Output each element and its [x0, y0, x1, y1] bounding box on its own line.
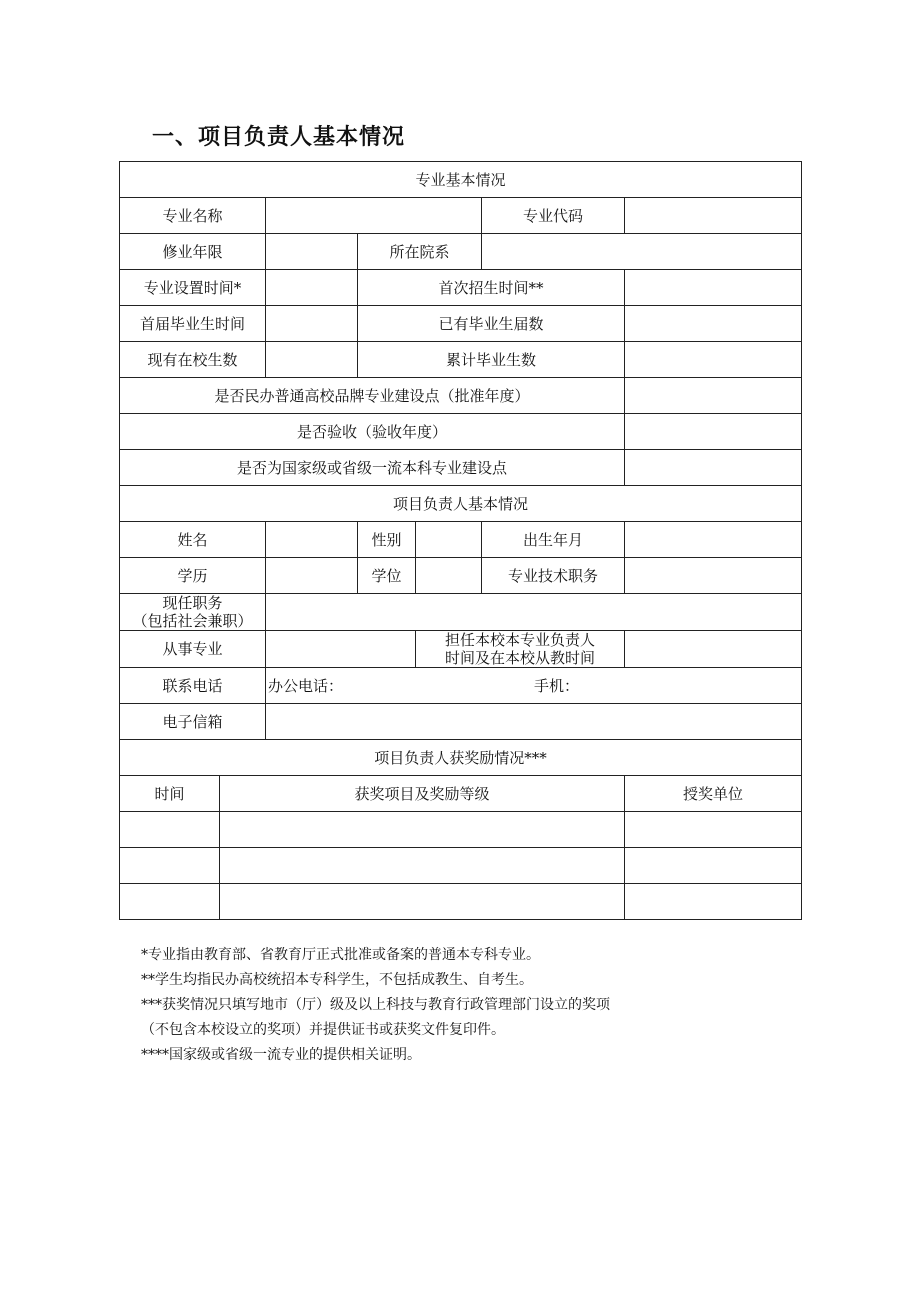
- footnote: ***获奖情况只填写地市（厅）级及以上科技与教育行政管理部门设立的奖项: [141, 997, 610, 1013]
- label-degree: 学位: [358, 558, 416, 594]
- field-major-code[interactable]: [625, 198, 802, 234]
- field-field[interactable]: [266, 631, 416, 668]
- label-title-rank: 专业技术职务: [482, 558, 625, 594]
- label-mobile: 手机：: [534, 676, 580, 695]
- section-leader-info: 项目负责人基本情况: [120, 486, 802, 522]
- label-phone: 联系电话: [120, 668, 266, 704]
- field-gender[interactable]: [416, 522, 482, 558]
- label-setup-time: 专业设置时间*: [120, 270, 266, 306]
- field-degree[interactable]: [416, 558, 482, 594]
- award-item-cell[interactable]: [220, 884, 625, 920]
- award-row: [120, 884, 802, 920]
- label-education: 学历: [120, 558, 266, 594]
- label-name: 姓名: [120, 522, 266, 558]
- label-major-name: 专业名称: [120, 198, 266, 234]
- col-award-org: 授奖单位: [625, 776, 802, 812]
- label-major-code: 专业代码: [482, 198, 625, 234]
- label-birth: 出生年月: [482, 522, 625, 558]
- award-item-cell[interactable]: [220, 812, 625, 848]
- field-phone[interactable]: [266, 668, 802, 704]
- field-first-enroll[interactable]: [625, 270, 802, 306]
- award-item-cell[interactable]: [220, 848, 625, 884]
- label-current-students: 现有在校生数: [120, 342, 266, 378]
- field-current-students[interactable]: [266, 342, 358, 378]
- field-tenure[interactable]: [625, 631, 802, 668]
- label-position-line-1: 现任职务: [162, 594, 223, 612]
- footnote: **学生均指民办高校统招本专科学生，不包括成教生、自考生。: [141, 972, 533, 988]
- application-form: [119, 161, 802, 920]
- label-first-enroll: 首次招生时间**: [358, 270, 625, 306]
- award-time-cell[interactable]: [120, 848, 220, 884]
- field-department[interactable]: [482, 234, 802, 270]
- label-accepted: 是否验收（验收年度）: [120, 414, 625, 450]
- award-org-cell[interactable]: [625, 848, 802, 884]
- field-name[interactable]: [266, 522, 358, 558]
- section-major-info: 专业基本情况: [120, 162, 802, 198]
- label-department: 所在院系: [358, 234, 482, 270]
- award-org-cell[interactable]: [625, 884, 802, 920]
- field-title-rank[interactable]: [625, 558, 802, 594]
- label-tenure-line-1: 担任本校本专业负责人: [444, 631, 595, 649]
- field-position[interactable]: [266, 594, 802, 631]
- footnote: （不包含本校设立的奖项）并提供证书或获奖文件复印件。: [141, 1022, 505, 1038]
- field-grad-batches[interactable]: [625, 306, 802, 342]
- field-major-name[interactable]: [266, 198, 482, 234]
- award-org-cell[interactable]: [625, 812, 802, 848]
- label-first-grad: 首届毕业生时间: [120, 306, 266, 342]
- label-position: [120, 594, 266, 631]
- label-tenure-line-2: 时间及在本校从教时间: [444, 649, 595, 667]
- footnote: ****国家级或省级一流专业的提供相关证明。: [141, 1047, 421, 1063]
- field-birth[interactable]: [625, 522, 802, 558]
- label-office-phone: 办公电话：: [268, 676, 344, 695]
- label-total-grads: 累计毕业生数: [358, 342, 625, 378]
- label-tenure: [416, 631, 625, 668]
- field-study-years[interactable]: [266, 234, 358, 270]
- award-row: [120, 812, 802, 848]
- field-first-class[interactable]: [625, 450, 802, 486]
- label-field: 从事专业: [120, 631, 266, 668]
- award-time-cell[interactable]: [120, 812, 220, 848]
- award-time-cell[interactable]: [120, 884, 220, 920]
- field-accepted[interactable]: [625, 414, 802, 450]
- label-gender: 性别: [358, 522, 416, 558]
- field-total-grads[interactable]: [625, 342, 802, 378]
- label-email: 电子信箱: [120, 704, 266, 740]
- award-row: [120, 848, 802, 884]
- col-award-time: 时间: [120, 776, 220, 812]
- field-setup-time[interactable]: [266, 270, 358, 306]
- col-award-item: 获奖项目及奖励等级: [220, 776, 625, 812]
- field-email[interactable]: [266, 704, 802, 740]
- label-first-class: 是否为国家级或省级一流本科专业建设点: [120, 450, 625, 486]
- label-grad-batches: 已有毕业生届数: [358, 306, 625, 342]
- footnotes: [141, 943, 610, 1068]
- label-study-years: 修业年限: [120, 234, 266, 270]
- field-education[interactable]: [266, 558, 358, 594]
- page-title: 一、项目负责人基本情况: [152, 125, 406, 150]
- label-brand-point: 是否民办普通高校品牌专业建设点（批准年度）: [120, 378, 625, 414]
- label-position-line-2: （包括社会兼职）: [132, 612, 253, 630]
- leader-info-table: [119, 161, 802, 920]
- section-awards: 项目负责人获奖励情况***: [120, 740, 802, 776]
- field-first-grad[interactable]: [266, 306, 358, 342]
- field-brand-point[interactable]: [625, 378, 802, 414]
- footnote: *专业指由教育部、省教育厅正式批准或备案的普通本专科专业。: [141, 947, 540, 963]
